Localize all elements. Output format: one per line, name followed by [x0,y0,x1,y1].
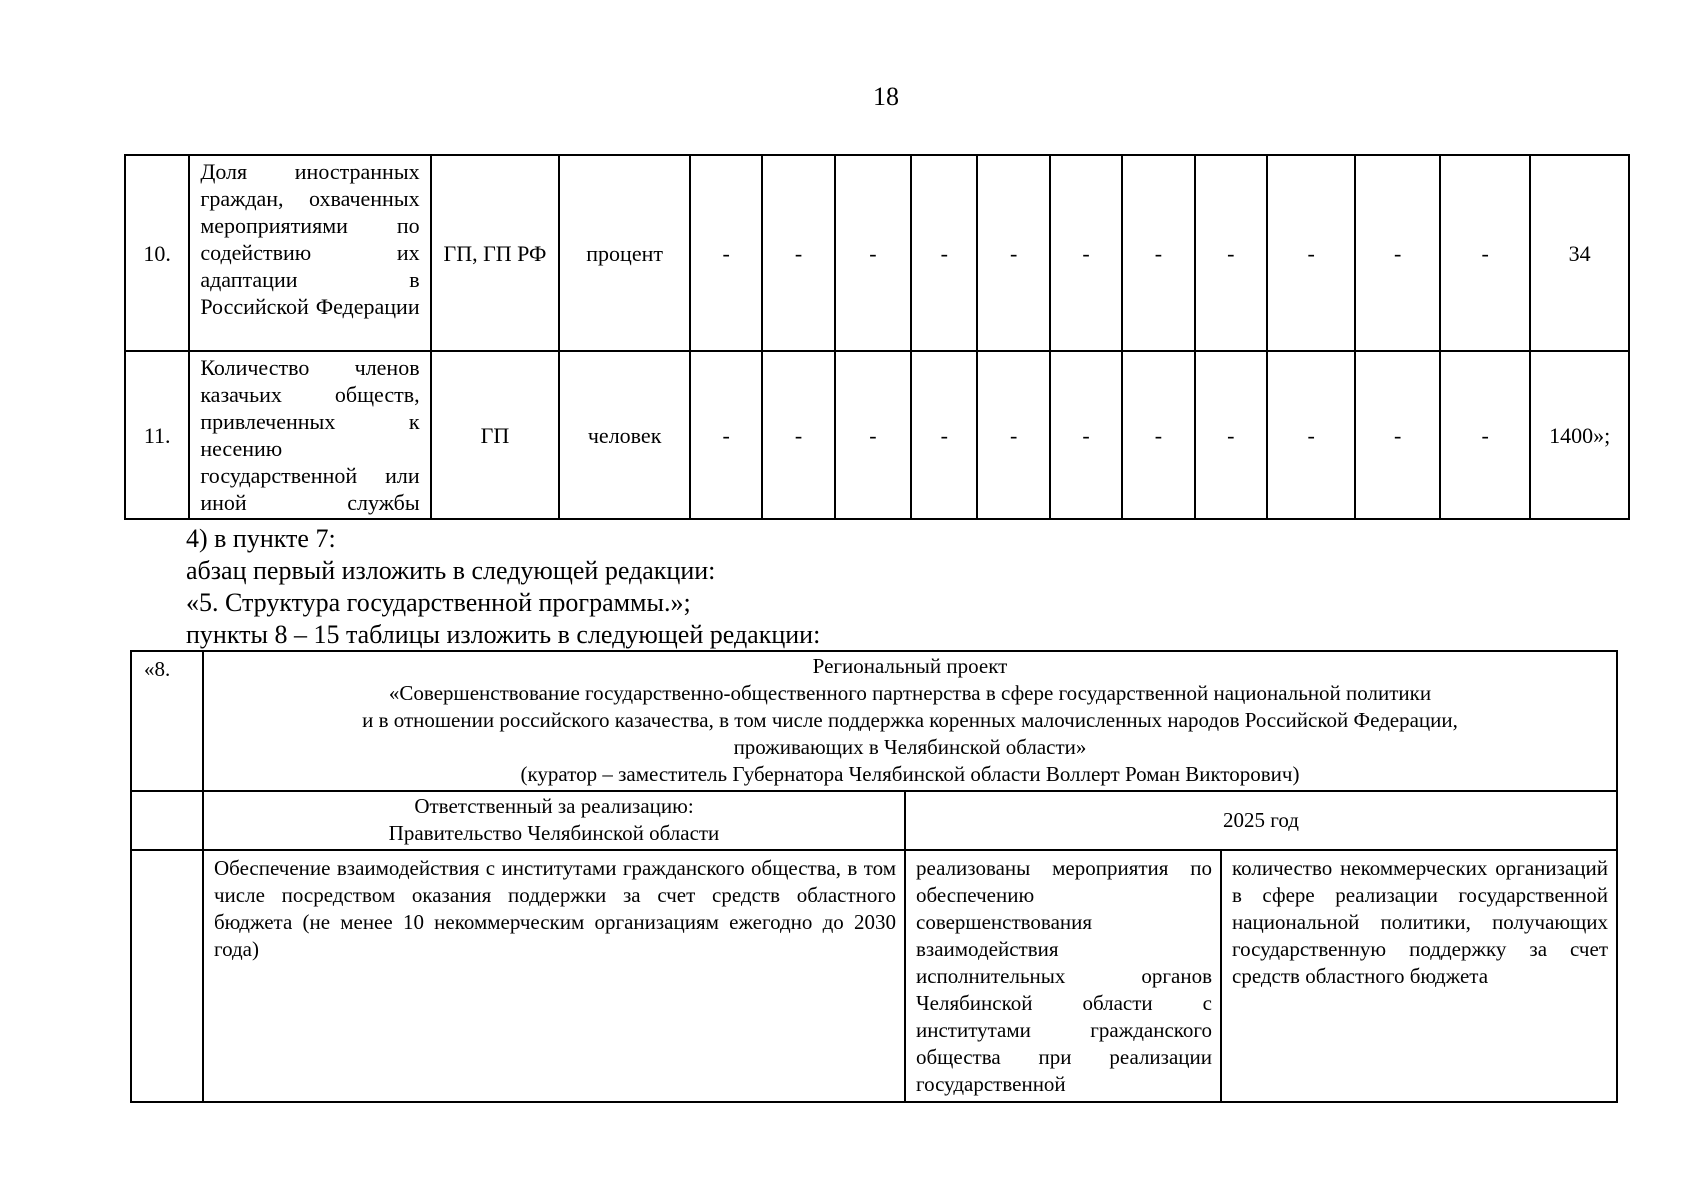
value-cell: - [762,351,834,519]
value-cell: - [1355,155,1439,351]
amendment-paragraph: 4) в пункте 7: [186,524,336,553]
table-row [131,791,1617,850]
value-cell: - [1195,351,1267,519]
table-row [131,850,1617,1102]
value-cell: - [762,155,834,351]
project-title-line: проживающих в Челябинской области» [733,735,1087,759]
value-cell: - [1440,155,1530,351]
responsible-value: Правительство Челябинской области [388,821,720,845]
responsible-cell [203,791,905,850]
indicator-level: ГП, ГП РФ [431,155,560,351]
value-cell: - [835,155,911,351]
empty-cell [131,850,203,1102]
structure-table [130,650,1618,1103]
value-cell: - [1050,351,1122,519]
value-cell: - [1122,351,1194,519]
indicator-cell: количество некоммерческих организаций в сфере реализации государственной национальной политики, получающих государственную поддержку за счет средств областного бюджета [1221,850,1617,1102]
page-number: 18 [873,82,899,111]
value-cell: - [1440,351,1530,519]
amendment-paragraph: пункты 8 – 15 таблицы изложить в следующей редакции: [186,620,821,649]
indicator-unit: процент [559,155,690,351]
indicator-unit: человек [559,351,690,519]
period-cell: 2025 год [905,791,1617,850]
empty-cell [131,791,203,850]
row-number: 10. [125,155,189,351]
value-cell: - [977,155,1049,351]
value-cell: - [911,155,977,351]
value-cell: - [690,351,762,519]
indicators-table [124,154,1630,520]
value-cell: - [1050,155,1122,351]
value-cell: - [1355,351,1439,519]
row-number: 11. [125,351,189,519]
project-title [203,651,1617,791]
indicator-level: ГП [431,351,560,519]
responsible-label: Ответственный за реализацию: [414,794,694,818]
final-value-cell: 1400»; [1530,351,1629,519]
project-title-line: «Совершенствование государственно-общественного партнерства в сфере государственной национальной политики [388,681,1432,705]
value-cell: - [835,351,911,519]
value-cell: - [1122,155,1194,351]
task-cell: Обеспечение взаимодействия с институтами гражданского общества, в том числе посредством оказания поддержки за счет средств областного бюджета (не менее 10 некоммерческим организациям ежегодно до 2030 года) [203,850,905,1102]
value-cell: - [690,155,762,351]
value-cell: - [977,351,1049,519]
project-title-line: (куратор – заместитель Губернатора Челябинской области Воллерт Роман Викторович) [520,762,1300,786]
project-title-line: и в отношении российского казачества, в том числе поддержка коренных малочисленных народов Российской Федерации, [362,708,1458,732]
project-title-line: Региональный проект [812,654,1008,678]
table-row [125,351,1629,519]
row-number: «8. [131,651,203,791]
amendment-paragraph: «5. Структура государственной программы.»; [186,588,691,617]
effect-cell: реализованы мероприятия по обеспечению совершенствования взаимодействия исполнительных органов Челябинской области с институтами гражданского общества при реализации государственной [905,850,1221,1102]
table-row [125,155,1629,351]
amendment-paragraph: абзац первый изложить в следующей редакции: [186,556,716,585]
value-cell: - [1267,155,1355,351]
value-cell: - [1195,155,1267,351]
final-value-cell: 34 [1530,155,1629,351]
value-cell: - [1267,351,1355,519]
table-row [131,651,1617,791]
value-cell: - [911,351,977,519]
indicator-name: Количество членов казачьих обществ, привлеченных к несению государственной или иной службы [189,351,430,519]
indicator-name: Доля иностранных граждан, охваченных мероприятиями по содействию их адаптации в Российской Федерации [189,155,430,351]
